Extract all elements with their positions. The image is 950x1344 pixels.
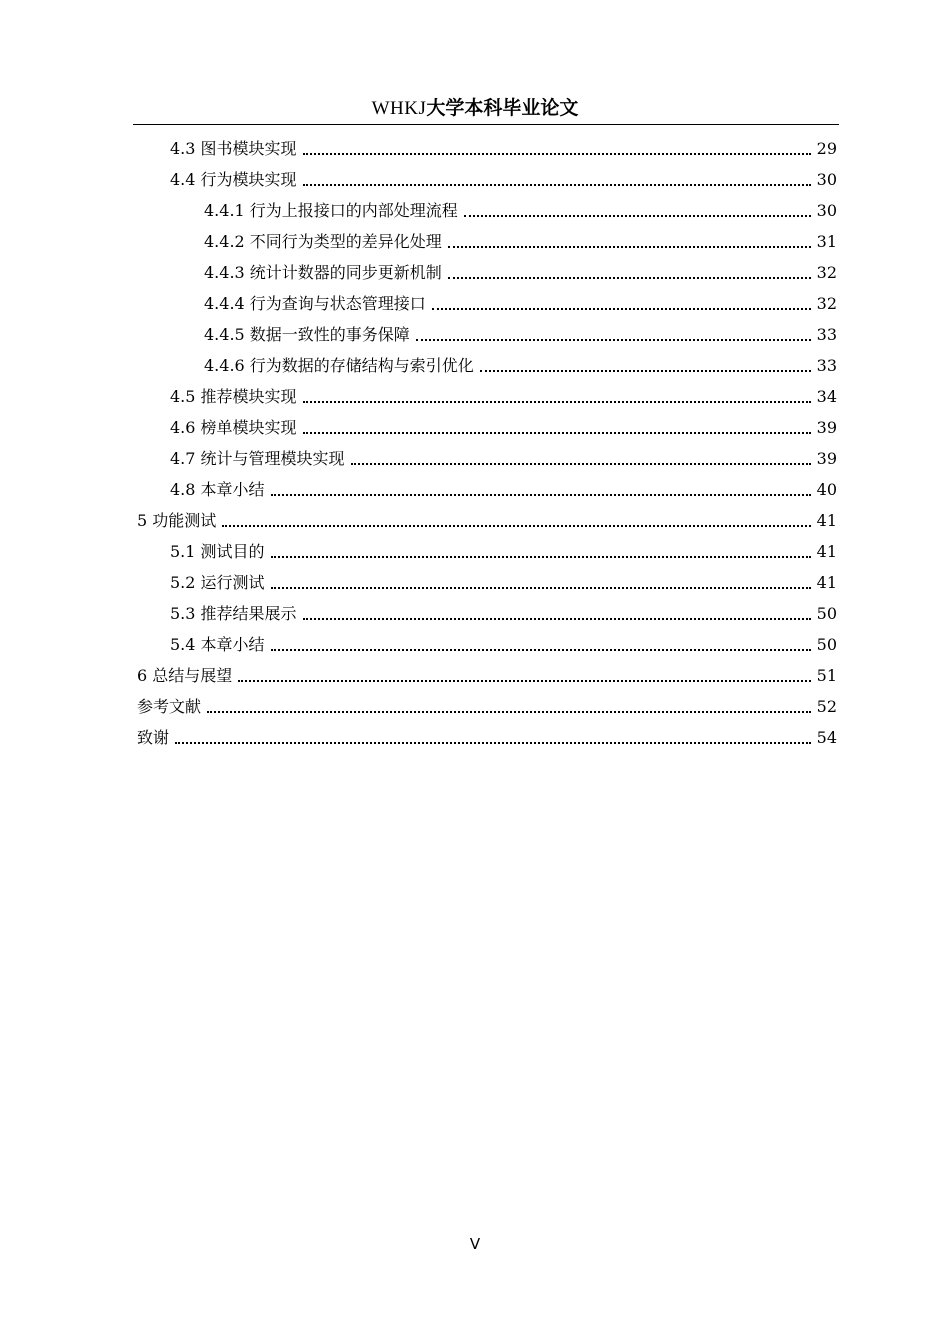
toc-entry[interactable] [170,629,837,660]
toc-leader-dots [238,679,810,682]
toc-entry[interactable] [170,598,837,629]
header-latin: WHKJ [371,98,427,119]
toc-entry[interactable] [204,195,837,226]
running-header [0,94,950,123]
toc-leader-dots [271,586,811,589]
toc-entry-page: 33 [816,325,837,344]
toc-entry-label: 4.4.2 不同行为类型的差异化处理 [204,232,442,251]
toc-entry-label: 4.8 本章小结 [170,480,265,499]
toc-entry-label: 4.4.5 数据一致性的事务保障 [204,325,410,344]
toc-leader-dots [303,183,811,186]
toc-leader-dots [303,617,811,620]
toc-entry-label: 4.3 图书模块实现 [170,139,297,158]
toc-entry[interactable] [204,319,837,350]
toc-entry[interactable] [137,660,837,691]
toc-entry-label: 6 总结与展望 [137,666,233,685]
toc-leader-dots [480,369,811,372]
toc-entry-label: 5.3 推荐结果展示 [170,604,297,623]
toc-entry[interactable] [170,381,837,412]
toc-entry-page: 31 [816,232,837,251]
toc-entry-page: 32 [816,263,837,282]
toc-entry-page: 30 [816,201,837,220]
toc-entry-label: 4.7 统计与管理模块实现 [170,449,345,468]
toc-entry-page: 50 [816,604,837,623]
toc-entry[interactable] [170,443,837,474]
toc-entry-label: 参考文献 [137,697,202,716]
toc-leader-dots [464,214,811,217]
toc-entry-page: 50 [816,635,837,654]
toc-entry-page: 30 [816,170,837,189]
toc-entry[interactable] [137,505,837,536]
toc-leader-dots [303,152,811,155]
toc-entry-label: 5.2 运行测试 [170,573,265,592]
toc-entry-label: 4.5 推荐模块实现 [170,387,297,406]
toc-leader-dots [416,338,811,341]
toc-leader-dots [222,524,810,527]
toc-leader-dots [271,648,811,651]
toc-entry-page: 41 [816,511,837,530]
toc-entry[interactable] [170,164,837,195]
toc-entry-page: 29 [816,139,837,158]
toc-leader-dots [303,431,811,434]
toc-entry-label: 4.4.1 行为上报接口的内部处理流程 [204,201,458,220]
toc-entry-label: 4.4.3 统计计数器的同步更新机制 [204,263,442,282]
toc-entry-page: 33 [816,356,837,375]
toc-entry-label: 4.6 榜单模块实现 [170,418,297,437]
toc-entry-label: 5 功能测试 [137,511,217,530]
toc-leader-dots [448,245,811,248]
toc-leader-dots [271,493,811,496]
toc-entry[interactable] [204,257,837,288]
page-number: V [469,1235,481,1253]
toc-entry-page: 39 [816,418,837,437]
toc-entry[interactable] [204,288,837,319]
toc-entry[interactable] [204,350,837,381]
toc-entry[interactable] [170,536,837,567]
toc-leader-dots [432,307,811,310]
toc-leader-dots [207,710,811,713]
toc-entry-label: 5.1 测试目的 [170,542,265,561]
toc-entry[interactable] [170,133,837,164]
toc-entry[interactable] [170,474,837,505]
toc-entry-page: 32 [816,294,837,313]
toc-entry-page: 51 [816,666,837,685]
header-rule [133,124,839,125]
toc-leader-dots [271,555,811,558]
toc-entry-label: 4.4.4 行为查询与状态管理接口 [204,294,426,313]
toc-entry-page: 41 [816,573,837,592]
header-title: 大学本科毕业论文 [426,97,579,119]
toc-entry-page: 34 [816,387,837,406]
toc-entry-label: 5.4 本章小结 [170,635,265,654]
toc-entry-page: 54 [816,728,837,747]
toc-leader-dots [303,400,811,403]
toc-leader-dots [448,276,811,279]
toc-entry-label: 4.4 行为模块实现 [170,170,297,189]
toc-leader-dots [351,462,811,465]
toc-entry[interactable] [170,567,837,598]
toc-entry-page: 39 [816,449,837,468]
toc-entry-label: 致谢 [137,728,170,747]
toc-entry-page: 41 [816,542,837,561]
toc-entry-label: 4.4.6 行为数据的存储结构与索引优化 [204,356,474,375]
toc-leader-dots [175,741,811,744]
toc-entry[interactable] [137,691,837,722]
toc-entry-page: 40 [816,480,837,499]
toc-entry-page: 52 [816,697,837,716]
toc-entry[interactable] [170,412,837,443]
toc-entry[interactable] [204,226,837,257]
toc-entry[interactable] [137,722,837,753]
